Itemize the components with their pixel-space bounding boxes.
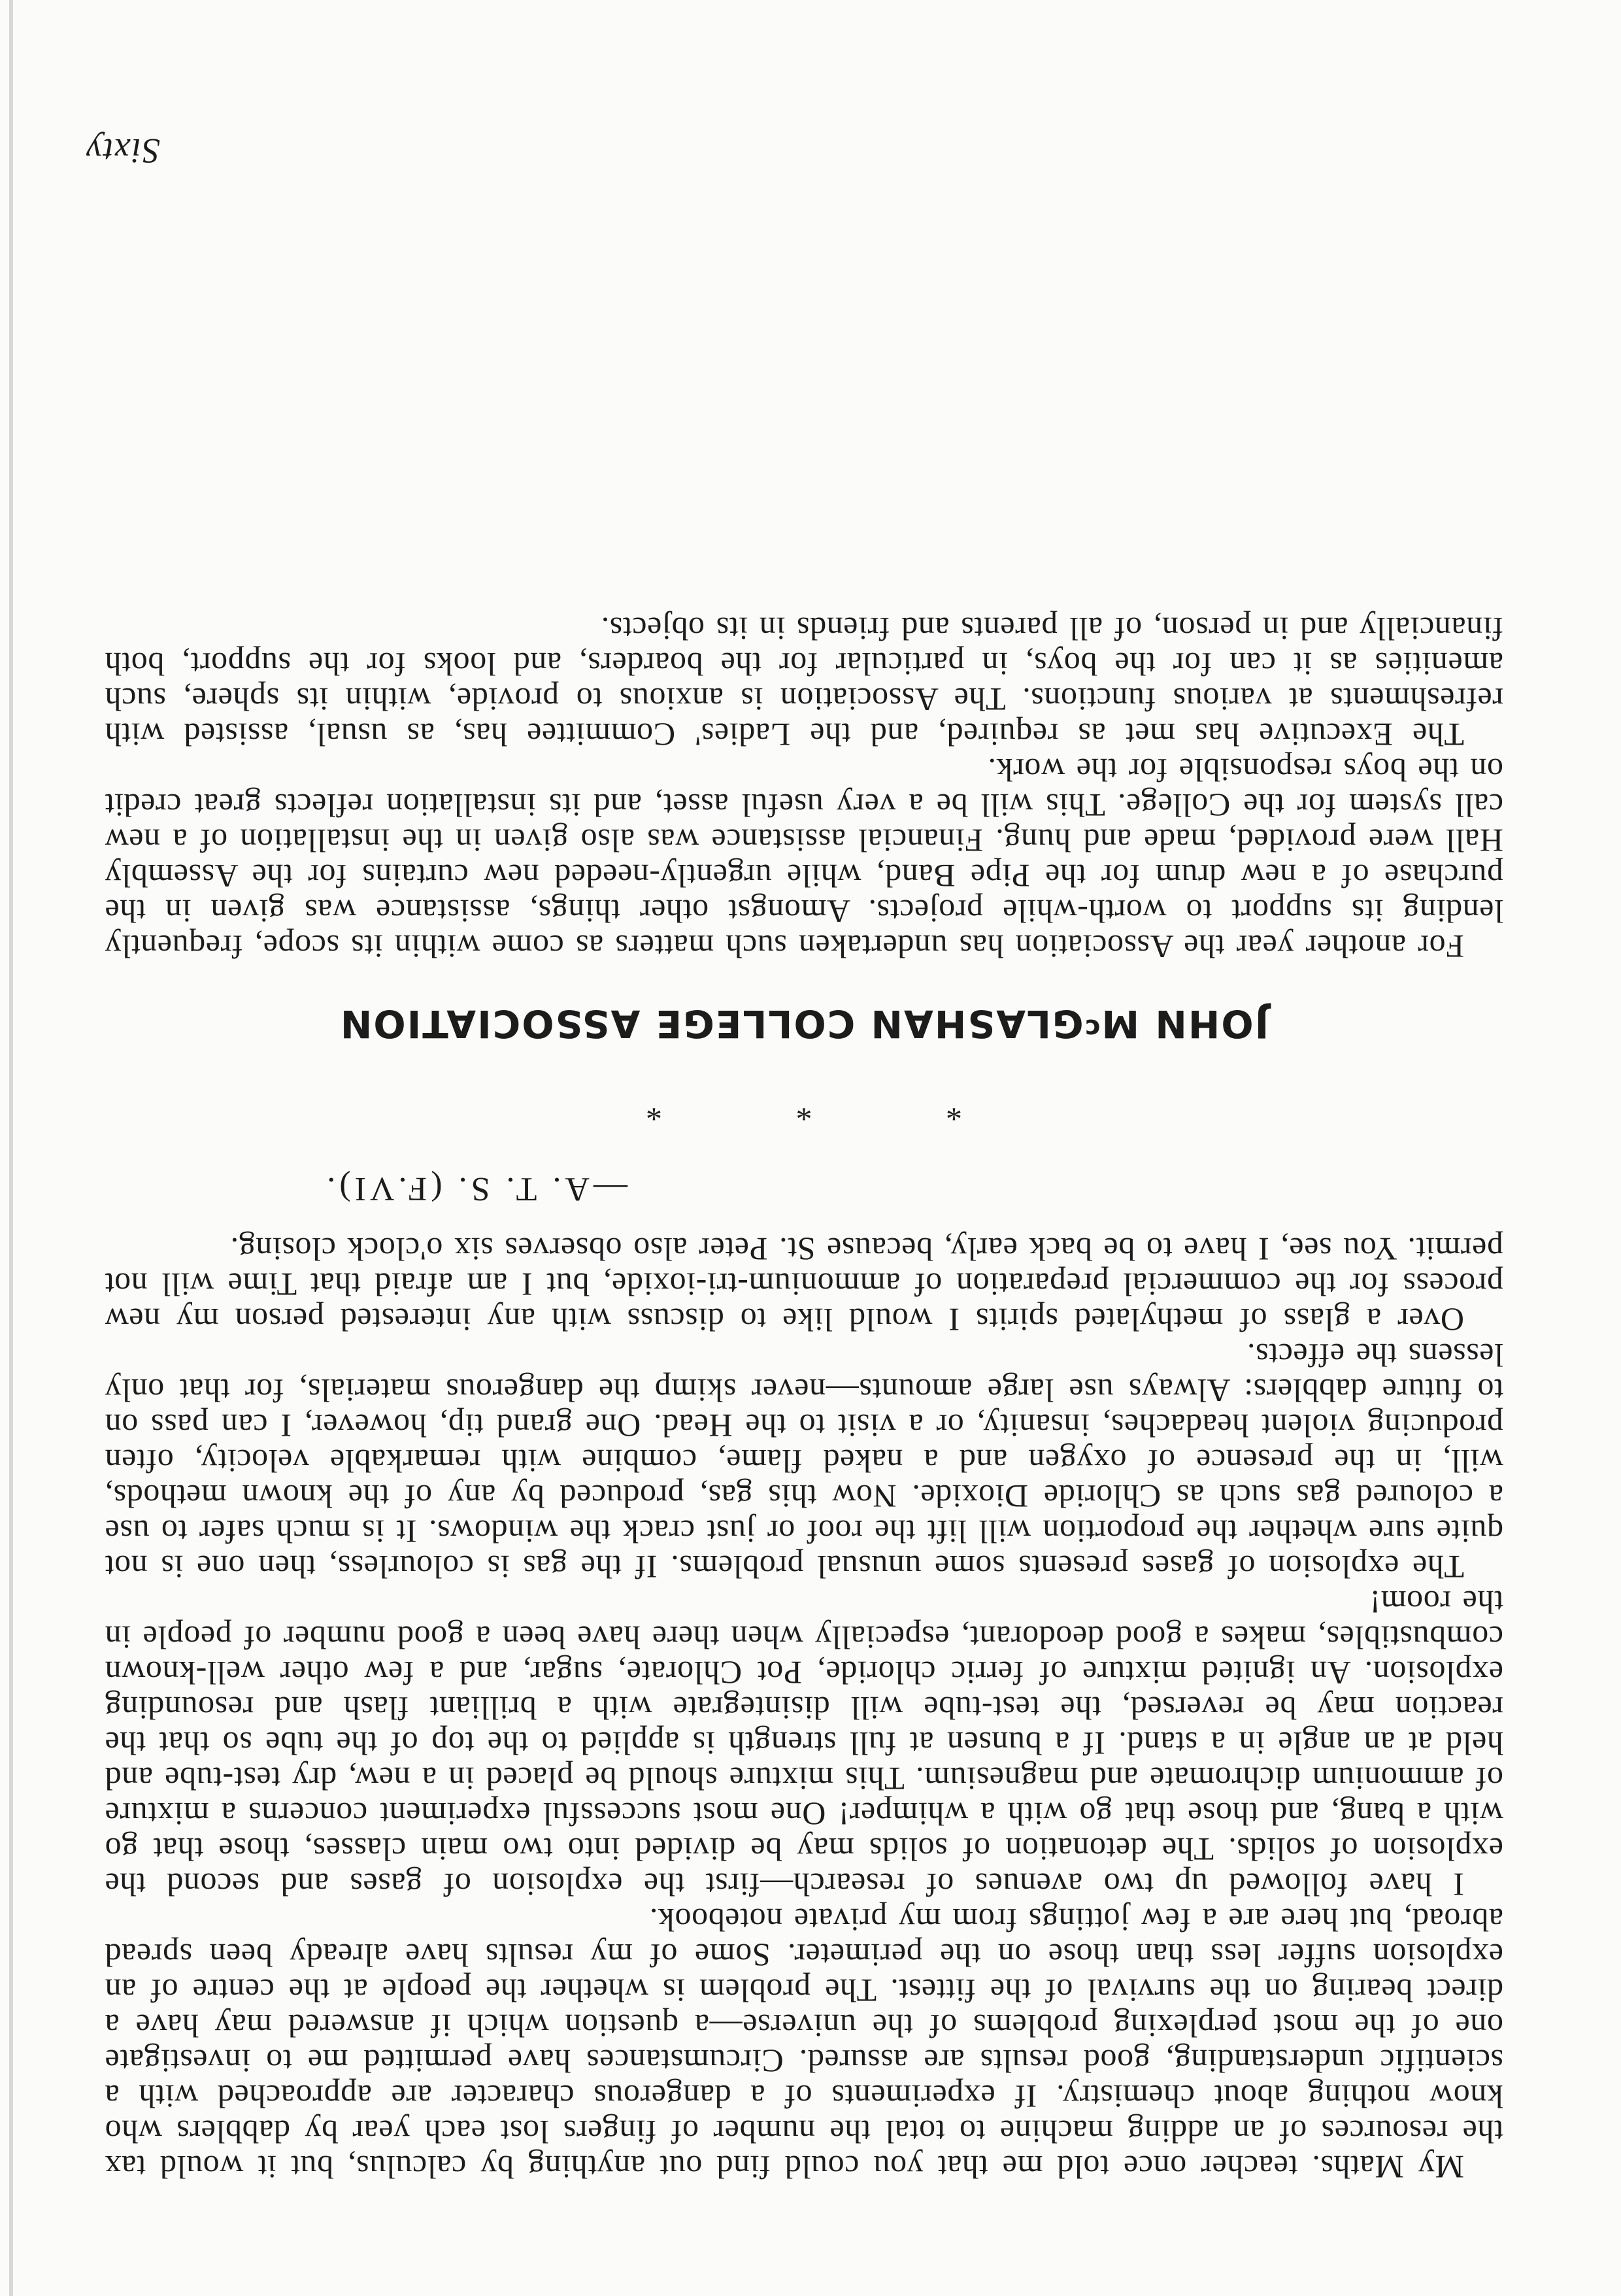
article-paragraph-3: The explosion of gases presents some unusual problems. If the gas is colourless, then one is not quite sure whether the proportion will lift the roof or just crack the windows. It is much safer to use a coloured gas such as Chloride Dioxide. Now this gas, produced by any of the known methods, will, in the presence of oxygen and a naked flame, combine with remarkable velocity, often producing violent headaches, insanity, or a visit to the Head. One grand tip, however, I can pass on to future dabblers: Always use large amounts—never skimp the dangerous materials, for that only lessens the effects. xyxy=(105,1337,1503,1585)
association-paragraph-2: The Executive has met as required, and the Ladies' Committee has, as usual, assisted with refreshments at various functions. The Association is anxious to provide, within its sphere, such amenities as it can for the boys, in particular for the boarders, and looks for the support, both financially and in person, of all parents and friends in its objects. xyxy=(105,611,1503,753)
heading-prefix: JOHN M xyxy=(1100,1002,1269,1046)
heading-suffix: GLASHAN COLLEGE ASSOCIATION xyxy=(339,1002,1084,1046)
association-paragraph-1: For another year the Association has undertaken such matters as come within its scope, frequently lending its support to worth-while projects. Amongst other things, assistance was given in the purchase of a new drum for the Pipe Band, while urgently-needed new curtains for the Assembly Hall were provided, made and hung. Financial assistance was also given in the installation of a new call system for the College. This will be a very useful asset, and its installation reflects great credit on the boys responsible for the work. xyxy=(105,752,1503,965)
page-content xyxy=(105,611,1503,2185)
page-number: Sixty xyxy=(85,131,160,171)
scan-edge-line xyxy=(9,0,13,2296)
heading-mc: c xyxy=(1083,1013,1101,1043)
section-separator: * * * xyxy=(583,1092,962,1128)
article-paragraph-2: I have followed up two avenues of research—first the explosion of gases and second the explosion of solids. The detonation of solids may be divided into two main classes, those that go with a bang, and those that go with a whimper! One most successful experiment concerns a mixture of ammonium dichromate and magnesium. This mixture should be placed in a new, dry test-tube and held at an angle in a stand. If a bunsen at full strength is applied to the top of the tube so that the reaction may be reversed, the test-tube will disintegrate with a brilliant flash and resounding explosion. An ignited mixture of ferric chloride, Pot Chlorate, sugar, and a few other well-known combustibles, makes a good deodorant, especially when there have been a good number of people in the room! xyxy=(105,1584,1503,1903)
association-heading xyxy=(105,1001,1503,1051)
article-paragraph-1: My Maths. teacher once told me that you could find out anything by calculus, but it would tax the resources of an adding machine to total the number of fingers lost each year by dabblers who know nothing about chemistry. If experiments of a dangerous character are approached with a scientific understanding, good results are assured. Circumstances have permitted me to investigate one of the most perplexing problems of the universe—a question which if answered may have a direct bearing on the survival of the fittest. The problem is whether the people at the centre of an explosion suffer less than those on the perimeter. Some of my results have already been spread abroad, but here are a few jottings from my private notebook. xyxy=(105,1902,1503,2186)
article-paragraph-4: Over a glass of methylated spirits I would like to discuss with any interested person my new process for the commercial preparation of ammonium-tri-ioxide, but I am afraid that Time will not permit. You see, I have to be back early, because St. Peter also observes six o'clock closing. xyxy=(105,1231,1503,1338)
article-signature: —A. T. S. (F.VI). xyxy=(323,1170,627,1207)
